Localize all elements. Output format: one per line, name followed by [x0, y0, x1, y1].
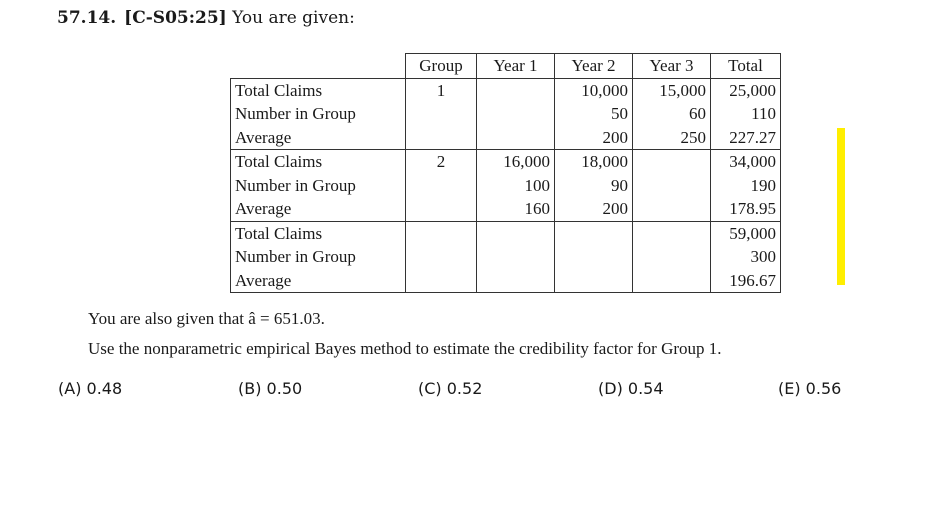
problem-header: [57, 8, 355, 28]
total-cell: 59,000 300 196.67: [711, 221, 781, 293]
header-blank: [231, 54, 406, 79]
table-row-group-2: [231, 150, 781, 222]
row-labels: Total Claims Number in Group Average: [231, 221, 406, 293]
row-labels: Total Claims Number in Group Average: [231, 78, 406, 150]
header-year1: Year 1: [477, 54, 555, 79]
year1-cell: [477, 78, 555, 150]
question-text: Use the nonparametric empirical Bayes method to estimate the credibility factor for Group 1.: [88, 339, 722, 358]
year2-cell: 18,000 90 200: [555, 150, 633, 222]
row-labels: Total Claims Number in Group Average: [231, 150, 406, 222]
total-cell: 25,000 110 227.27: [711, 78, 781, 150]
total-cell: 34,000 190 178.95: [711, 150, 781, 222]
year2-cell: 10,000 50 200: [555, 78, 633, 150]
table-header-row: [231, 54, 781, 79]
answer-choices: [0, 379, 938, 401]
choice-c[interactable]: (C) 0.52: [418, 379, 483, 398]
choice-e[interactable]: (E) 0.56: [778, 379, 842, 398]
choice-d[interactable]: (D) 0.54: [598, 379, 664, 398]
header-year3: Year 3: [633, 54, 711, 79]
given-statement: You are also given that â = 651.03.: [88, 309, 325, 328]
yellow-highlight-mark: [837, 128, 845, 285]
choice-a[interactable]: (A) 0.48: [58, 379, 123, 398]
group-cell: 2: [406, 150, 477, 222]
choice-b[interactable]: (B) 0.50: [238, 379, 303, 398]
year3-cell: [633, 150, 711, 222]
claims-table: [230, 53, 781, 293]
header-total: Total: [711, 54, 781, 79]
table-row-group-1: [231, 78, 781, 150]
year3-cell: 15,000 60 250: [633, 78, 711, 150]
problem-source: [C-S05:25]: [124, 8, 227, 28]
header-group: Group: [406, 54, 477, 79]
problem-intro: You are given:: [232, 8, 355, 28]
table-row-total: [231, 221, 781, 293]
problem-number: 57.14.: [57, 8, 117, 28]
year1-cell: 16,000 100 160: [477, 150, 555, 222]
group-cell: [406, 221, 477, 293]
header-year2: Year 2: [555, 54, 633, 79]
group-cell: 1: [406, 78, 477, 150]
year3-cell: [633, 221, 711, 293]
year1-cell: [477, 221, 555, 293]
year2-cell: [555, 221, 633, 293]
